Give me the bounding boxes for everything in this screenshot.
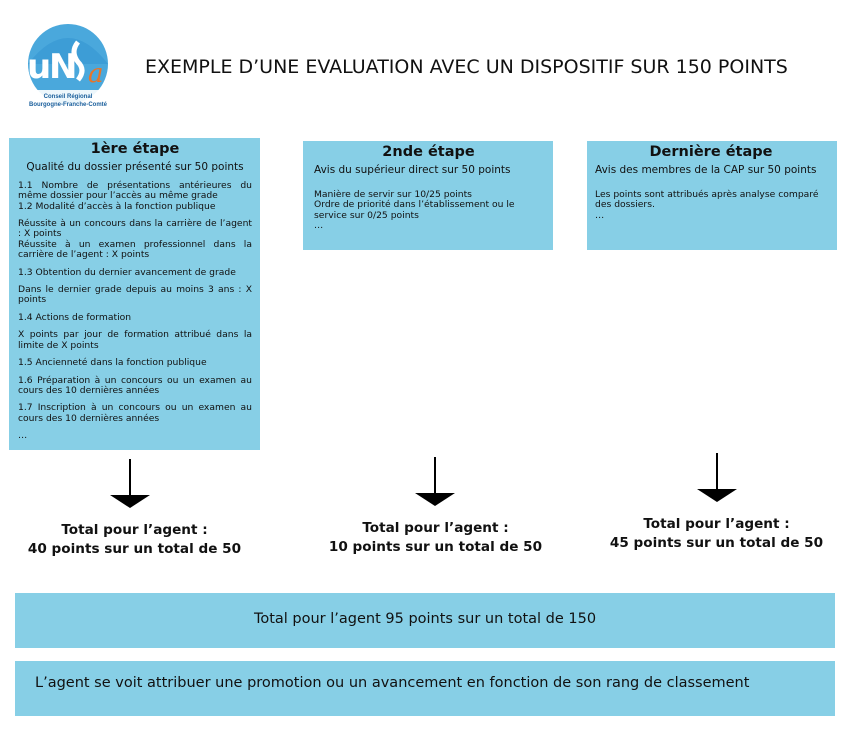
step-2-total (313, 519, 558, 557)
step-3-subheading: Avis des membres de la CAP sur 50 points (595, 164, 817, 177)
list-item: 1.7 Inscription à un concours ou un examen au cours des 10 dernières années (18, 402, 252, 424)
step-3-heading: Dernière étape (649, 144, 773, 160)
step-1-criteria-list (18, 181, 252, 442)
step-1-total (12, 521, 257, 559)
list-item: 1.1 Nombre de présentations antérieures du même dossier pour l’accès au même grade (18, 179, 252, 202)
down-arrow-icon (413, 457, 457, 507)
logo-u: u (27, 47, 52, 87)
list-item: 1.2 Modalité d’accès à la fonction publique (18, 200, 216, 212)
unsa-logo (18, 22, 118, 114)
total-value: 45 points sur un total de 50 (609, 535, 824, 551)
list-item: 1.3 Obtention du dernier avancement de grade (18, 266, 236, 278)
list-item: 1.6 Préparation à un concours ou un examen au cours des 10 dernières années (18, 374, 252, 396)
step-3-box (587, 141, 837, 250)
conclusion-banner: L’agent se voit attribuer une promotion ou un avancement en fonction de son rang de classement (15, 661, 835, 716)
list-item: Réussite à un concours dans la carrière de l’agent : X points (18, 218, 252, 240)
list-item: Manière de servir sur 10/25 points (314, 188, 472, 200)
logo-caption-line1: Conseil Régional (43, 94, 93, 100)
down-arrow-icon (108, 459, 152, 509)
list-item: X points par jour de formation attribué dans la limite de X points (18, 329, 252, 351)
step-2-subheading: Avis du supérieur direct sur 50 points (314, 164, 511, 177)
list-item: Réussite à un examen professionnel dans la carrière de l’agent : X points (18, 238, 252, 261)
list-item: … (18, 430, 28, 442)
total-label: Total pour l’agent : (362, 520, 509, 536)
step-2-heading: 2nde étape (382, 144, 475, 160)
list-item: Dans le dernier grade depuis au moins 3 ans : X points (18, 284, 252, 306)
step-2-box (303, 141, 553, 250)
total-value: 40 points sur un total de 50 (27, 541, 242, 557)
step-3-criteria-list (595, 190, 827, 221)
step-1-subheading: Qualité du dossier présenté sur 50 points (26, 161, 244, 174)
list-item: Les points sont attribués après analyse comparé des dossiers. (595, 188, 819, 211)
total-label: Total pour l’agent : (643, 516, 790, 532)
list-item: 1.5 Ancienneté dans la fonction publique (18, 357, 207, 369)
list-item: … (595, 209, 605, 221)
list-item: … (314, 220, 324, 232)
step-1-heading: 1ère étape (90, 141, 180, 157)
logo-n: N (49, 47, 78, 87)
step-2-criteria-list (314, 190, 543, 232)
total-value: 10 points sur un total de 50 (328, 539, 543, 555)
list-item: 1.4 Actions de formation (18, 311, 132, 323)
logo-caption-line2: Bourgogne-Franche-Comté (29, 102, 107, 108)
grand-total-banner: Total pour l’agent 95 points sur un total de 150 (15, 593, 835, 648)
page-title: EXEMPLE D’UNE EVALUATION AVEC UN DISPOSITIF SUR 150 POINTS (145, 56, 788, 78)
total-label: Total pour l’agent : (61, 522, 208, 538)
step-1-box (9, 138, 260, 450)
logo-a: a (88, 59, 104, 89)
down-arrow-icon (695, 453, 739, 503)
step-3-total (594, 515, 839, 553)
list-item: Ordre de priorité dans l’établissement ou le service sur 0/25 points (314, 199, 515, 221)
